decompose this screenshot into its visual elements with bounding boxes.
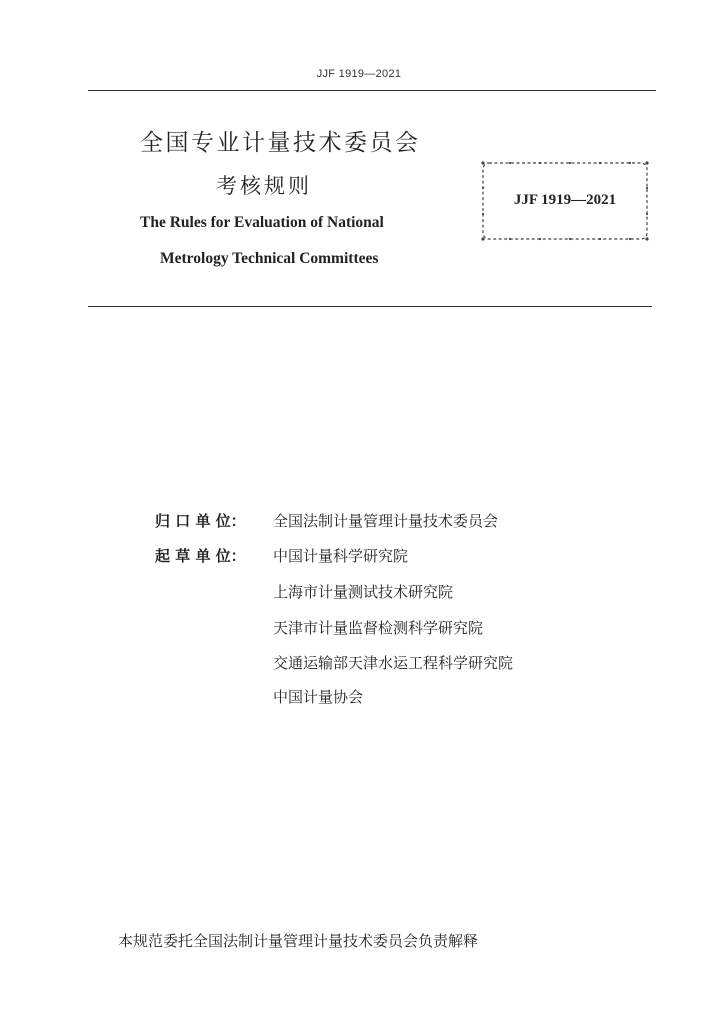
drafting-unit-value: 上海市计量测试技术研究院 — [273, 583, 454, 601]
drafting-unit-value: 天津市计量监督检测科学研究院 — [273, 619, 484, 637]
title-english-line2: Metrology Technical Committees — [160, 250, 379, 267]
drafting-unit-label: 起 草 单 位： — [155, 547, 246, 565]
interpretation-note: 本规范委托全国法制计量管理计量技术委员会负责解释 — [118, 932, 479, 950]
header-rule — [88, 90, 656, 91]
title-chinese-sub: 考核规则 — [216, 174, 312, 198]
drafting-unit-value: 中国计量科学研究院 — [273, 547, 409, 565]
document-code-box — [480, 160, 650, 242]
responsible-unit-label: 归 口 单 位： — [155, 512, 246, 530]
title-english-line1: The Rules for Evaluation of National — [140, 214, 384, 231]
document-code-text: JJF 1919—2021 — [513, 192, 617, 208]
drafting-unit-row — [155, 545, 408, 567]
drafting-unit-value: 交通运输部天津水运工程科学研究院 — [273, 654, 514, 672]
title-rule — [88, 306, 652, 307]
title-chinese-main: 全国专业计量技术委员会 — [140, 130, 421, 156]
header-document-code: JJF 1919—2021 — [316, 68, 402, 80]
responsible-unit-value: 全国法制计量管理计量技术委员会 — [273, 512, 499, 530]
drafting-unit-value: 中国计量协会 — [273, 688, 364, 706]
responsible-unit-row — [155, 510, 498, 532]
